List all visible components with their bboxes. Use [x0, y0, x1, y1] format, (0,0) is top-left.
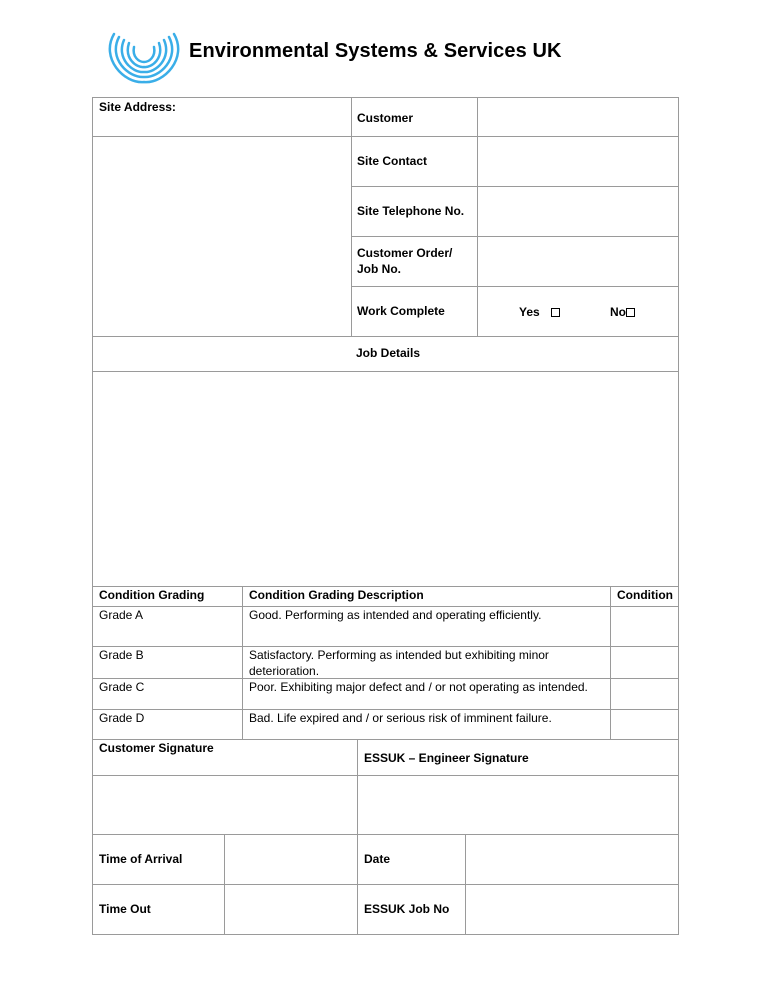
grade-d-condition-field[interactable]: [610, 709, 679, 740]
customer-order-field[interactable]: [477, 236, 679, 287]
date-label: Date: [364, 852, 391, 866]
time-out-field[interactable]: [224, 884, 358, 935]
customer-field[interactable]: [477, 97, 679, 137]
grade-a-description: Good. Performing as intended and operating efficiently.: [249, 608, 542, 622]
job-details-area[interactable]: [92, 371, 679, 587]
grade-d-label: Grade D: [99, 711, 145, 725]
grade-a-label: Grade A: [99, 608, 144, 622]
grade-c-description: Poor. Exhibiting major defect and / or not operating as intended.: [249, 680, 588, 694]
work-complete-no[interactable]: [610, 304, 635, 320]
customer-label: Customer: [357, 111, 414, 125]
site-contact-label: Site Contact: [357, 154, 428, 168]
grade-b-label: Grade B: [99, 648, 144, 662]
job-no-label: ESSUK Job No: [364, 902, 450, 916]
work-complete-yes[interactable]: [519, 304, 560, 320]
customer-signature-field[interactable]: [92, 775, 358, 835]
work-complete-field[interactable]: [477, 286, 679, 337]
yes-checkbox[interactable]: [551, 308, 560, 317]
site-address-area[interactable]: [92, 136, 352, 337]
no-label: No: [610, 305, 626, 319]
grading-header-condition: Condition: [617, 588, 673, 602]
grade-b-description: Satisfactory. Performing as intended but exhibiting minor deterioration.: [249, 648, 549, 678]
site-address-label: Site Address:: [99, 100, 176, 114]
site-telephone-field[interactable]: [477, 186, 679, 237]
grade-c-label: Grade C: [99, 680, 145, 694]
customer-signature-label: Customer Signature: [99, 741, 214, 755]
engineer-signature-label: ESSUK – Engineer Signature: [364, 751, 529, 765]
grading-header-grade: Condition Grading: [99, 588, 205, 602]
grade-d-description: Bad. Life expired and / or serious risk of imminent failure.: [249, 711, 552, 725]
no-checkbox[interactable]: [626, 308, 635, 317]
job-details-label: Job Details: [356, 346, 421, 360]
site-telephone-label: Site Telephone No.: [357, 204, 465, 218]
customer-order-label: Customer Order/ Job No.: [357, 246, 453, 276]
grade-a-condition-field[interactable]: [610, 606, 679, 647]
company-logo-icon: [104, 28, 184, 86]
grading-header-description: Condition Grading Description: [249, 588, 424, 602]
job-no-field[interactable]: [465, 884, 679, 935]
engineer-signature-field[interactable]: [357, 775, 679, 835]
time-out-label: Time Out: [99, 902, 151, 916]
yes-label: Yes: [519, 305, 540, 319]
site-contact-field[interactable]: [477, 136, 679, 187]
date-field[interactable]: [465, 834, 679, 885]
work-complete-label: Work Complete: [357, 304, 445, 318]
grade-b-condition-field[interactable]: [610, 646, 679, 679]
time-of-arrival-field[interactable]: [224, 834, 358, 885]
company-name: Environmental Systems & Services UK: [189, 40, 562, 62]
grade-c-condition-field[interactable]: [610, 678, 679, 710]
time-of-arrival-label: Time of Arrival: [99, 852, 183, 866]
